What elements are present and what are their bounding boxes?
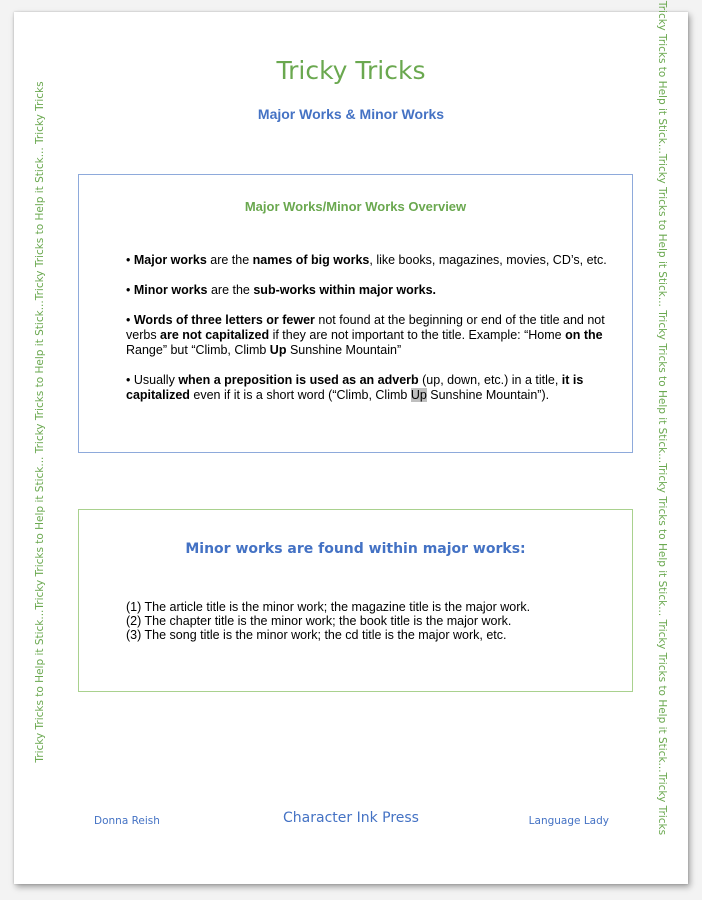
list-item: (2) The chapter title is the minor work; the book title is the major work. (126, 614, 512, 628)
side-text-left: Tricky Tricks to Help it Stick...Tricky Tricks to Help it Stick... Tricky Tricks to Help it Stick...Tricky Tricks to Help it Stick... Tricky Tricks (34, 81, 46, 763)
bullet-major-works: • Major works are the names of big works, like books, magazines, movies, CD’s, etc. (126, 253, 607, 267)
list-item: (1) The article title is the minor work; the magazine title is the major work. (126, 600, 531, 614)
footer-brand: Language Lady (528, 815, 609, 827)
footer-publisher: Character Ink Press (283, 810, 419, 826)
footer-author: Donna Reish (94, 815, 160, 827)
minor-works-heading: Minor works are found within major works: (185, 541, 526, 557)
overview-bullets (126, 253, 616, 403)
bullet-preposition-adverb: • Usually when a preposition is used as an adverb (up, down, etc.) in a title, it is capitalized even if it is a short word (“Climb, Climb Up Sunshine Mountain”). (126, 373, 584, 402)
minor-works-list (126, 600, 632, 642)
overview-heading: Major Works/Minor Works Overview (244, 199, 467, 214)
overview-box (78, 174, 633, 453)
list-item: (3) The song title is the minor work; the cd title is the major work, etc. (126, 628, 507, 642)
bullet-short-words: • Words of three letters or fewer not found at the beginning or end of the title and not verbs are not capitalized if they are not important to the title. Example: “Home on the Range” but “Climb, Climb Up Sunshine Mountain” (126, 313, 605, 357)
minor-works-box (78, 509, 633, 692)
highlighted-word: Up (410, 388, 427, 402)
side-text-right: Tricky Tricks to Help it Stick...Tricky Tricks to Help it Stick... Tricky Tricks to Help it Stick...Tricky Tricks to Help it Stick... Tricky Tricks to Help it Stick...Tricky Tricks (656, 0, 668, 836)
bullet-minor-works: • Minor works are the sub-works within major works. (126, 283, 437, 297)
page-subtitle: Major Works & Minor Works (257, 106, 445, 122)
page-title: Tricky Tricks (276, 56, 426, 85)
